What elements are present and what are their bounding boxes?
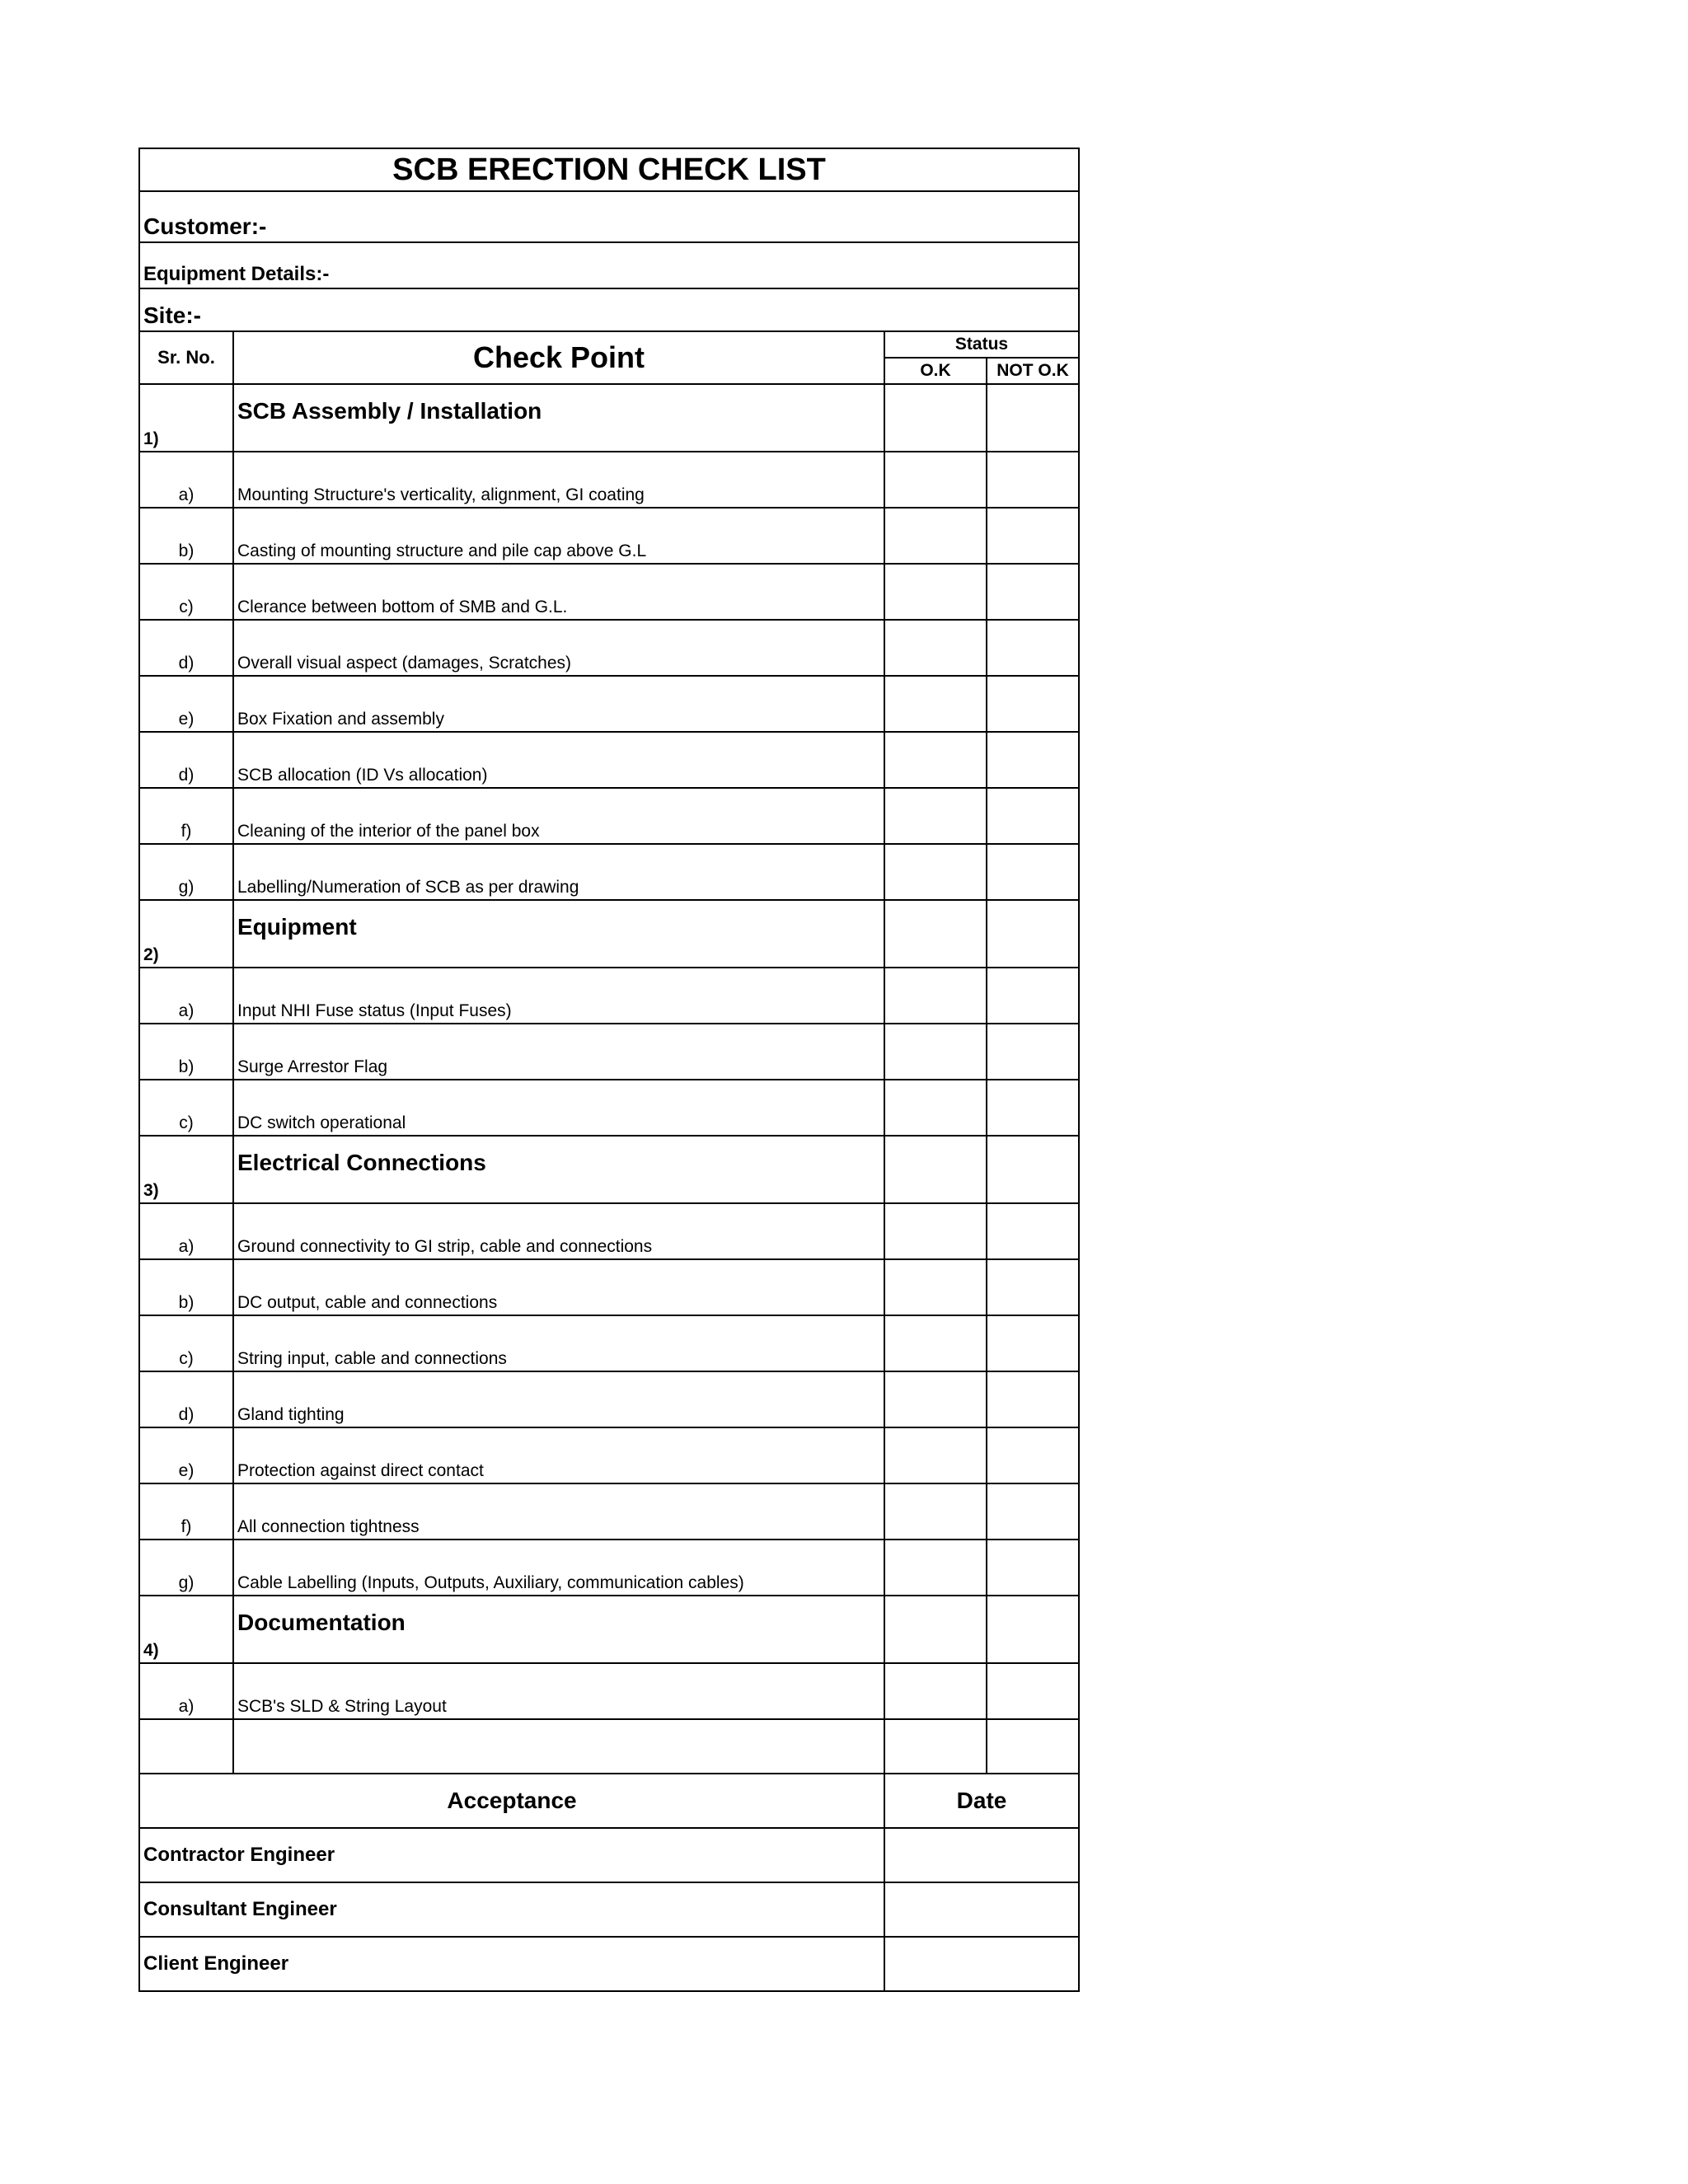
item-number: d) <box>139 732 233 788</box>
checklist-item-row <box>139 1080 1079 1136</box>
item-text: Cable Labelling (Inputs, Outputs, Auxiliary, communication cables) <box>233 1540 884 1596</box>
equipment-details-field: Equipment Details:- <box>139 242 1079 288</box>
not-ok-header: NOT O.K <box>987 358 1079 384</box>
not-ok-checkbox-cell[interactable] <box>987 844 1079 900</box>
item-text: Input NHI Fuse status (Input Fuses) <box>233 968 884 1024</box>
checklist-item-row <box>139 788 1079 844</box>
item-text: Ground connectivity to GI strip, cable and connections <box>233 1203 884 1259</box>
checklist-item-row <box>139 1540 1079 1596</box>
item-number: b) <box>139 508 233 564</box>
ok-header: O.K <box>884 358 987 384</box>
section-title: SCB Assembly / Installation <box>233 384 884 452</box>
item-number: b) <box>139 1024 233 1080</box>
item-text: Overall visual aspect (damages, Scratches) <box>233 620 884 676</box>
not-ok-checkbox-cell[interactable] <box>987 1427 1079 1483</box>
checklist-item-row <box>139 1663 1079 1719</box>
ok-checkbox-cell[interactable] <box>884 1136 987 1203</box>
not-ok-checkbox-cell[interactable] <box>987 1136 1079 1203</box>
checklist-item-row <box>139 1371 1079 1427</box>
item-text: Labelling/Numeration of SCB as per drawing <box>233 844 884 900</box>
not-ok-checkbox-cell[interactable] <box>987 1024 1079 1080</box>
consultant-engineer-label: Consultant Engineer <box>139 1882 884 1937</box>
ok-checkbox-cell[interactable] <box>884 1080 987 1136</box>
section-number: 4) <box>139 1596 233 1663</box>
item-number: c) <box>139 1315 233 1371</box>
checklist-item-row <box>139 732 1079 788</box>
blank-row <box>139 1719 1079 1774</box>
item-number: a) <box>139 1203 233 1259</box>
not-ok-checkbox-cell[interactable] <box>987 676 1079 732</box>
item-text: SCB's SLD & String Layout <box>233 1663 884 1719</box>
section-number: 3) <box>139 1136 233 1203</box>
ok-checkbox-cell[interactable] <box>884 1663 987 1719</box>
contractor-engineer-label: Contractor Engineer <box>139 1828 884 1882</box>
checklist-item-row <box>139 620 1079 676</box>
not-ok-checkbox-cell[interactable] <box>987 900 1079 968</box>
item-text: String input, cable and connections <box>233 1315 884 1371</box>
item-number: g) <box>139 1540 233 1596</box>
checklist-item-row <box>139 508 1079 564</box>
item-text: DC switch operational <box>233 1080 884 1136</box>
ok-checkbox-cell[interactable] <box>884 788 987 844</box>
ok-checkbox-cell[interactable] <box>884 676 987 732</box>
ok-checkbox-cell[interactable] <box>884 620 987 676</box>
not-ok-checkbox-cell[interactable] <box>987 1596 1079 1663</box>
item-number: c) <box>139 1080 233 1136</box>
check-point-cell <box>233 1719 884 1774</box>
checklist-item-row <box>139 1483 1079 1540</box>
ok-checkbox-cell[interactable] <box>884 1371 987 1427</box>
item-text: Cleaning of the interior of the panel box <box>233 788 884 844</box>
ok-checkbox-cell[interactable] <box>884 968 987 1024</box>
item-text: Surge Arrestor Flag <box>233 1024 884 1080</box>
not-ok-checkbox-cell[interactable] <box>987 1663 1079 1719</box>
item-number: f) <box>139 1483 233 1540</box>
site-field: Site:- <box>139 288 1079 331</box>
check-point-header: Check Point <box>233 331 884 384</box>
item-text: Clerance between bottom of SMB and G.L. <box>233 564 884 620</box>
ok-checkbox-cell[interactable] <box>884 1540 987 1596</box>
item-text: Protection against direct contact <box>233 1427 884 1483</box>
ok-checkbox-cell[interactable] <box>884 900 987 968</box>
checklist-table <box>138 148 1080 1992</box>
client-engineer-label: Client Engineer <box>139 1937 884 1991</box>
checklist-item-row <box>139 1259 1079 1315</box>
section-number: 1) <box>139 384 233 452</box>
item-text: DC output, cable and connections <box>233 1259 884 1315</box>
not-ok-checkbox-cell[interactable] <box>987 564 1079 620</box>
section-number: 2) <box>139 900 233 968</box>
sr-no-cell <box>139 1719 233 1774</box>
item-text: SCB allocation (ID Vs allocation) <box>233 732 884 788</box>
item-number: c) <box>139 564 233 620</box>
client-date-field[interactable] <box>884 1937 1079 1991</box>
not-ok-checkbox-cell[interactable] <box>987 508 1079 564</box>
section-row <box>139 1136 1079 1203</box>
ok-checkbox-cell[interactable] <box>884 1203 987 1259</box>
ok-checkbox-cell[interactable] <box>884 844 987 900</box>
item-text: Gland tighting <box>233 1371 884 1427</box>
item-text: Box Fixation and assembly <box>233 676 884 732</box>
page-title: SCB ERECTION CHECK LIST <box>139 148 1079 191</box>
item-text: Mounting Structure's verticality, alignment, GI coating <box>233 452 884 508</box>
item-text: Casting of mounting structure and pile cap above G.L <box>233 508 884 564</box>
ok-checkbox-cell[interactable] <box>884 1719 987 1774</box>
not-ok-checkbox-cell[interactable] <box>987 452 1079 508</box>
ok-checkbox-cell[interactable] <box>884 1483 987 1540</box>
item-number: b) <box>139 1259 233 1315</box>
item-number: g) <box>139 844 233 900</box>
ok-checkbox-cell[interactable] <box>884 1596 987 1663</box>
section-row <box>139 1596 1079 1663</box>
not-ok-checkbox-cell[interactable] <box>987 1540 1079 1596</box>
customer-field: Customer:- <box>139 191 1079 242</box>
ok-checkbox-cell[interactable] <box>884 1315 987 1371</box>
item-number: a) <box>139 1663 233 1719</box>
checklist-item-row <box>139 1203 1079 1259</box>
section-row <box>139 384 1079 452</box>
ok-checkbox-cell[interactable] <box>884 1259 987 1315</box>
item-number: d) <box>139 1371 233 1427</box>
section-row <box>139 900 1079 968</box>
status-header: Status <box>884 331 1079 358</box>
ok-checkbox-cell[interactable] <box>884 384 987 452</box>
checklist-item-row <box>139 1427 1079 1483</box>
contractor-date-field[interactable] <box>884 1828 1079 1882</box>
checklist-item-row <box>139 1024 1079 1080</box>
ok-checkbox-cell[interactable] <box>884 508 987 564</box>
consultant-date-field[interactable] <box>884 1882 1079 1937</box>
item-number: f) <box>139 788 233 844</box>
not-ok-checkbox-cell[interactable] <box>987 1080 1079 1136</box>
checklist-item-row <box>139 676 1079 732</box>
checklist-item-row <box>139 452 1079 508</box>
checklist-item-row <box>139 1315 1079 1371</box>
not-ok-checkbox-cell[interactable] <box>987 384 1079 452</box>
item-text: All connection tightness <box>233 1483 884 1540</box>
item-number: a) <box>139 968 233 1024</box>
section-title: Electrical Connections <box>233 1136 884 1203</box>
ok-checkbox-cell[interactable] <box>884 452 987 508</box>
not-ok-checkbox-cell[interactable] <box>987 968 1079 1024</box>
ok-checkbox-cell[interactable] <box>884 1427 987 1483</box>
ok-checkbox-cell[interactable] <box>884 732 987 788</box>
not-ok-checkbox-cell[interactable] <box>987 620 1079 676</box>
date-header: Date <box>884 1774 1079 1828</box>
item-number: e) <box>139 676 233 732</box>
ok-checkbox-cell[interactable] <box>884 564 987 620</box>
not-ok-checkbox-cell[interactable] <box>987 1203 1079 1259</box>
item-number: a) <box>139 452 233 508</box>
not-ok-checkbox-cell[interactable] <box>987 732 1079 788</box>
item-number: e) <box>139 1427 233 1483</box>
not-ok-checkbox-cell[interactable] <box>987 1259 1079 1315</box>
checklist-item-row <box>139 564 1079 620</box>
section-title: Equipment <box>233 900 884 968</box>
item-number: d) <box>139 620 233 676</box>
acceptance-header: Acceptance <box>139 1774 884 1828</box>
not-ok-checkbox-cell[interactable] <box>987 1371 1079 1427</box>
sr-no-header: Sr. No. <box>139 331 233 384</box>
section-title: Documentation <box>233 1596 884 1663</box>
not-ok-checkbox-cell[interactable] <box>987 788 1079 844</box>
not-ok-checkbox-cell[interactable] <box>987 1719 1079 1774</box>
not-ok-checkbox-cell[interactable] <box>987 1315 1079 1371</box>
checklist-item-row <box>139 968 1079 1024</box>
not-ok-checkbox-cell[interactable] <box>987 1483 1079 1540</box>
ok-checkbox-cell[interactable] <box>884 1024 987 1080</box>
checklist-item-row <box>139 844 1079 900</box>
